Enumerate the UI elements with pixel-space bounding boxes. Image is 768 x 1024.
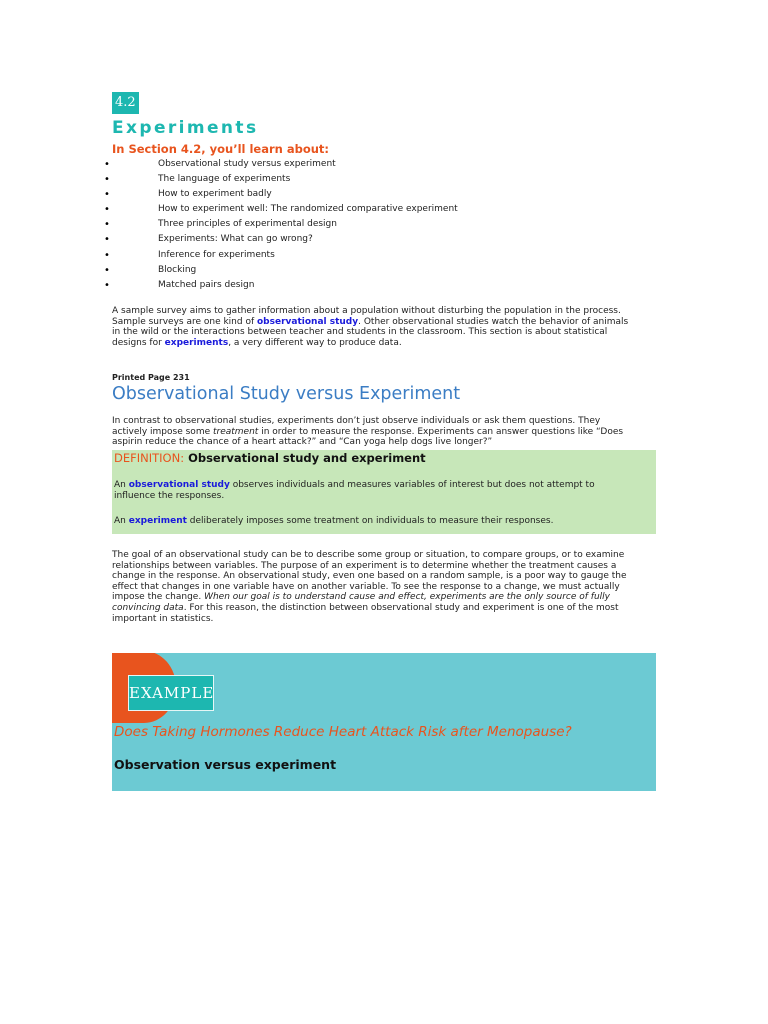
list-item [104,187,458,202]
example-question: Does Taking Hormones Reduce Heart Attack Risk after Menopause? [114,724,572,740]
list-item [104,172,458,187]
example-box [112,653,656,791]
list-item [104,217,458,232]
text-span: actively impose some [112,426,213,437]
bullet-icon: • [104,159,110,170]
bullet-icon: • [104,234,110,246]
list-item [104,157,458,172]
bullet-icon: • [104,174,110,186]
topic-label: Observational study versus experiment [158,159,336,169]
bullet-icon: • [104,189,110,201]
intro-paragraph [112,306,628,348]
definition-title: Observational study and experiment [184,451,426,465]
topic-label: Matched pairs design [158,279,255,290]
list-item [104,278,458,293]
definition-heading [114,451,426,465]
list-item [104,248,458,263]
learn-heading: In Section 4.2, you’ll learn about: [112,142,330,156]
subsection-title: Observational Study versus Experiment [112,384,461,404]
text-line [112,592,627,603]
text-line: relationships between variables. The purpose of an experiment is to determine whether the treatment causes a [112,560,617,571]
experiment-definition [114,516,644,527]
experiment-term-link[interactable]: experiment [128,516,187,526]
treatment-term: treatment [212,426,259,437]
text-line: effect that changes in one variable have on another variable. To see the response to a change, we must actually [112,581,620,592]
observational-study-definition [114,480,644,501]
section-number: 4.2 [112,92,139,114]
example-badge: EXAMPLE [128,675,214,711]
text-line: aspirin reduce the chance of a heart attack?” and “Can yoga help dogs live longer?” [112,437,493,448]
text-line: In contrast to observational studies, experiments don’t just observe individuals or ask them questions. They [112,416,601,426]
emphasis-text: When our goal is to understand cause and effect, experiments are the only source of fully [204,592,610,603]
topic-label: Three principles of experimental design [158,219,337,230]
text-line: change in the response. An observational study, even one based on a random sample, is a poor way to gauge the [112,571,627,582]
text-line: The goal of an observational study can be to describe some group or situation, to compare groups, or to examine [112,550,625,560]
list-item [104,263,458,278]
list-item [104,232,458,247]
text-span: , a very different way to produce data. [228,337,402,348]
definition-box [112,450,656,534]
bullet-icon: • [104,249,110,261]
text-span: impose the change. [112,592,205,603]
experiments-link[interactable]: experiments [164,337,229,348]
example-subtitle: Observation versus experiment [114,757,337,772]
text-line [114,480,644,491]
intro-line: A sample survey aims to gather information about a population without disturbing the population in the process. [112,306,621,316]
text-span: in order to measure the response. Experiments can answer questions like “Does [258,426,624,437]
text-span: deliberately imposes some treatment on individuals to measure their responses. [186,516,554,526]
text-span: observes individuals and measures variables of interest but does not attempt to [229,480,595,490]
text-span: An [114,480,129,490]
intro-line: in the wild or the interactions between teacher and students in the classroom. This section is about statistical [112,327,608,338]
bullet-icon: • [104,279,110,291]
text-span: An [114,516,129,526]
text-line: influence the responses. [114,490,225,501]
contrast-paragraph [112,416,623,448]
topic-label: Inference for experiments [158,249,275,260]
goal-paragraph [112,550,627,624]
bullet-icon: • [104,219,110,231]
text-span: Sample surveys are one kind of [112,316,257,327]
text-span: . For this reason, the distinction between observational study and experiment is one of the most [183,602,619,613]
text-line [112,603,627,614]
emphasis-text: convincing data [112,602,184,613]
topic-label: Blocking [158,264,197,275]
text-span: designs for [112,337,165,348]
bullet-icon: • [104,264,110,276]
text-line: important in statistics. [112,613,214,624]
bullet-icon: • [104,204,110,216]
observational-study-term-link[interactable]: observational study [128,480,230,490]
definition-label: DEFINITION: [114,451,185,465]
topic-label: Experiments: What can go wrong? [158,234,313,245]
intro-line [112,338,628,349]
list-item [104,202,458,217]
observational-study-link[interactable]: observational study [257,316,359,327]
topic-label: The language of experiments [158,174,291,185]
text-line [112,427,623,438]
section-title: Experiments [112,118,259,138]
topic-label: How to experiment well: The randomized comparative experiment [158,204,458,215]
text-span: . Other observational studies watch the behavior of animals [358,316,629,327]
printed-page-label: Printed Page 231 [112,373,190,382]
topics-list [104,157,458,293]
topic-label: How to experiment badly [158,189,272,200]
intro-line [112,317,628,328]
